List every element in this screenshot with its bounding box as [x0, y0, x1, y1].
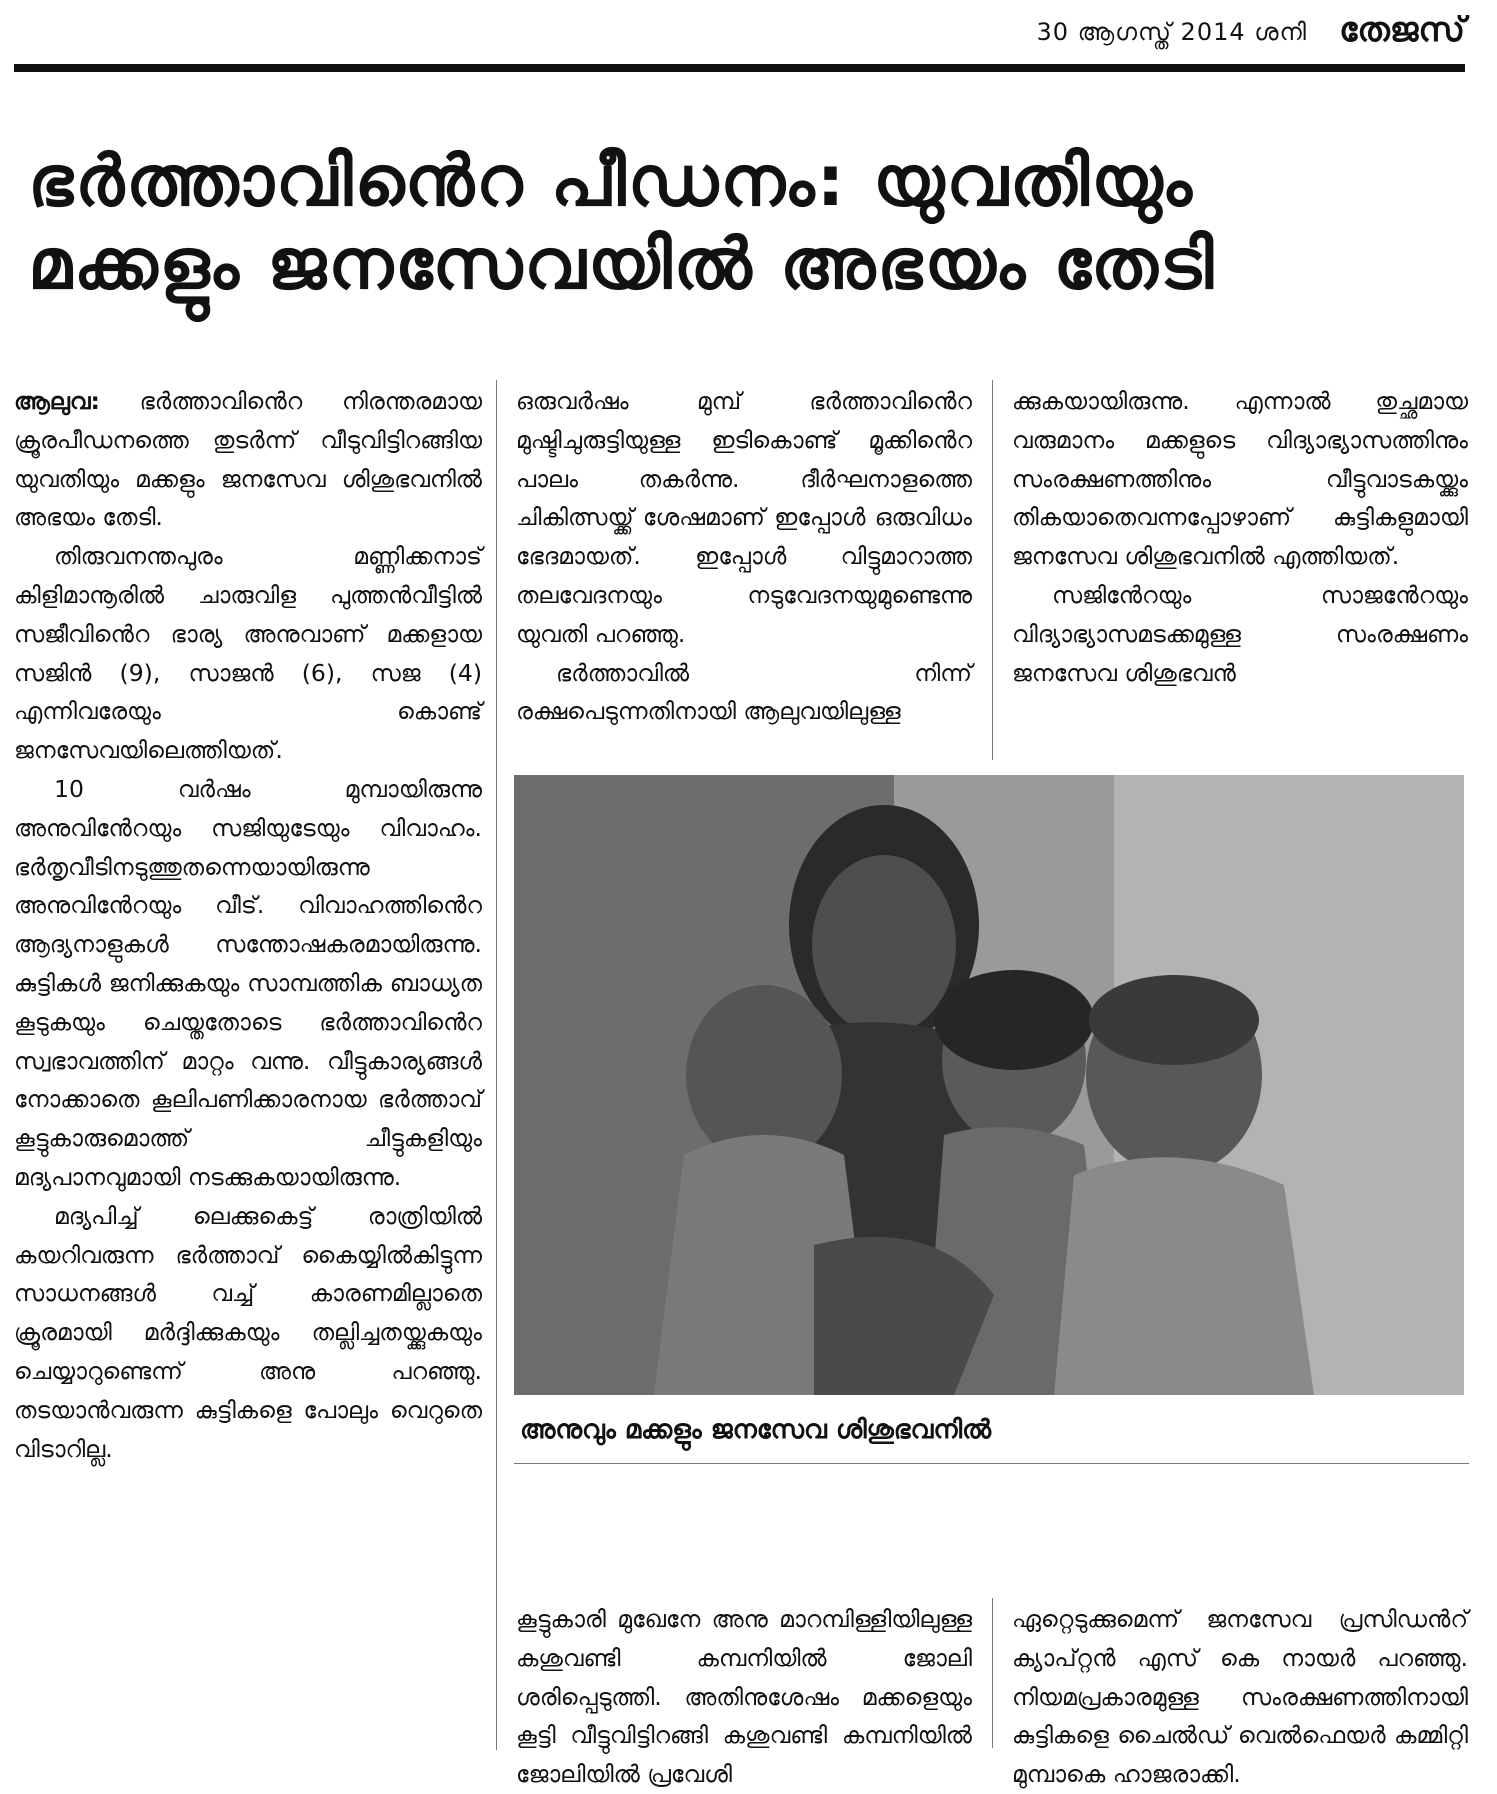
- column-rule: [992, 380, 993, 760]
- caption-rule: [514, 1463, 1469, 1464]
- headline-line-1: ഭർത്താവിൻെറ പീഡനം: യുവതിയും: [28, 140, 1194, 222]
- column-rule: [992, 1598, 993, 1748]
- article-paragraph: തിരുവനന്തപുരം മണ്ണിക്കനാട് കിളിമാനൂരിൽ ചാരുവിള പുത്തൻവീട്ടിൽ സജീവിൻെറ ഭാര്യ അനുവാണ് മക്കളായ സജിൻ (9), സാജൻ (6), സജ (4) എന്നിവരേയും കൊണ്ട് ജനസേവയിലെത്തിയത്.: [14, 542, 482, 765]
- article-paragraph: മദ്യപിച്ച് ലെക്കുകെട്ട് രാത്രിയിൽ കയറിവരുന്ന ഭർത്താവ് കൈയ്യിൽകിട്ടുന്ന സാധനങ്ങൾ വച്ച് കാരണമില്ലാതെ ക്രൂരമായി മർദ്ദിക്കുകയും തല്ലിച്ചതയ്ക്കുകയും ചെയ്യാറുണ്ടെന്ന് അനു പറഞ്ഞു. തടയാൻവരുന്ന കുട്ടികളെ പോലും വെറുതെ വിടാറില്ല.: [14, 1201, 482, 1463]
- article-paragraph: ആലുവ: ഭർത്താവിൻെറ നിരന്തരമായ ക്രൂരപീഡനത്തെ തുടർന്ന് വീടുവിട്ടിറങ്ങിയ യുവതിയും മക്കളും ജനസേവ ശിശുഭവനിൽ അഭയം തേടി.: [14, 387, 482, 532]
- article-column-2-top: [516, 382, 972, 731]
- dateline: 30 ആഗസ്ത് 2014 ശനി: [1036, 18, 1307, 46]
- article-paragraph: 10 വർഷം മുമ്പായിരുന്നു അനുവിൻേറയും സജിയുടേയും വിവാഹം. ഭർതൃവീടിനടുത്തുതന്നെയായിരുന്നു അനുവിൻേറയും വീട്. വിവാഹത്തിൻെറ ആദ്യനാളുകൾ സന്തോഷകരമായിരുന്നു. കുട്ടികൾ ജനിക്കുകയും സാമ്പത്തിക ബാധ്യത കൂടുകയും ചെയ്തതോടെ ഭർത്താവിൻെറ സ്വഭാവത്തിന് മാറ്റം വന്നു. വീട്ടുകാര്യങ്ങൾ നോക്കാതെ കൂലിപണിക്കാരനായ ഭർത്താവ് കൂട്ടുകാരുമൊത്ത് ചീട്ടുകളിയും മദ്യപാനവുമായി നടക്കുകയായിരുന്നു.: [14, 774, 482, 1191]
- article-column-3-top: [1012, 382, 1468, 692]
- photo-mother-and-children: [514, 775, 1464, 1395]
- headline-line-2: മക്കളും ജനസേവയിൽ അഭയം തേടി: [28, 222, 1216, 305]
- masthead-rule: [14, 64, 1465, 72]
- article-column-2-bottom: [516, 1600, 972, 1794]
- article-paragraph: ക്കുകയായിരുന്നു. എന്നാൽ തുച്ഛമായ വരുമാനം മക്കളുടെ വിദ്യാഭ്യാസത്തിനും സംരക്ഷണത്തിനും വീട്ടുവാടകയ്ക്കും തികയാതെവന്നപ്പോഴാണ് കുട്ടികളുമായി ജനസേവ ശിശുഭവനിൽ എത്തിയത്.: [1012, 387, 1468, 571]
- masthead: [0, 0, 1497, 70]
- article-paragraph: സജിൻേറയും സാജൻേറയും വിദ്യാഭ്യാസമടക്കമുള്ള സംരക്ഷണം ജനസേവ ശിശുഭവൻ: [1012, 580, 1468, 687]
- article-column-1: [14, 382, 482, 1468]
- article-paragraph: കൂട്ടുകാരി മുഖേനേ അനു മാറമ്പിള്ളിയിലുള്ള കശുവണ്ടി കമ്പനിയിൽ ജോലി ശരിപ്പെടുത്തി. അതിനുശേഷം മക്കളെയും കൂട്ടി വീട്ടുവിട്ടിറങ്ങി കശുവണ്ടി കമ്പനിയിൽ ജോലിയിൽ പ്രവേശി: [516, 1605, 972, 1789]
- news-photo: [514, 775, 1464, 1735]
- article-paragraph: ഏറ്റെടുക്കുമെന്ന് ജനസേവ പ്രസിഡൻറ് ക്യാപ്റ്റൻ എസ് കെ നായർ പറഞ്ഞു. നിയമപ്രകാരമുള്ള സംരക്ഷണത്തിനായി കുട്ടികളെ ചൈൽഡ് വെൽഫെയർ കമ്മിറ്റി മുമ്പാകെ ഹാജരാക്കി.: [1012, 1605, 1468, 1789]
- article-column-3-bottom: [1012, 1600, 1468, 1794]
- article-paragraph: ഒരുവർഷം മുമ്പ് ഭർത്താവിൻെറ മുഷ്ടിചുരുട്ടിയുള്ള ഇടികൊണ്ട് മൂക്കിൻെറ പാലം തകർന്നു. ദീർഘനാളത്തെ ചികിത്സയ്ക്ക് ശേഷമാണ് ഇപ്പോൾ ഒരുവിധം ഭേദമായത്. ഇപ്പോൾ വിട്ടുമാറാത്ത തലവേദനയും നടുവേദനയുമുണ്ടെന്നു യുവതി പറഞ്ഞു.: [516, 387, 972, 648]
- photo-caption: അനുവും മക്കളും ജനസേവ ശിശുഭവനിൽ: [520, 1415, 992, 1445]
- headline: [28, 140, 1468, 305]
- dateline-place: ആലുവ:: [14, 387, 100, 415]
- column-rule: [496, 380, 497, 1750]
- article-paragraph: ഭർത്താവിൽ നിന്ന് രക്ഷപെടുന്നതിനായി ആലുവയിലുള്ള: [516, 658, 972, 726]
- newspaper-name: തേജസ്: [1339, 10, 1465, 50]
